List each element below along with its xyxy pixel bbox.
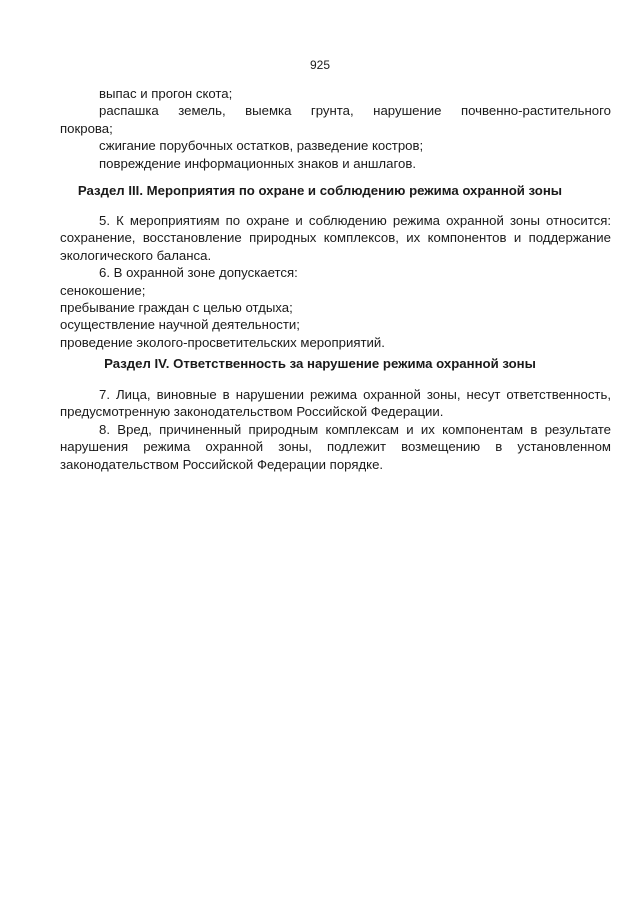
section-3-heading: Раздел III. Мероприятия по охране и соблюдению режима охранной зоны [77, 183, 563, 198]
list-item: пребывание граждан с целью отдыха; [60, 300, 293, 316]
list-item: проведение эколого-просветительских мероприятий. [60, 334, 385, 350]
prohibited-activities-list [60, 85, 611, 172]
section-3-body [60, 212, 611, 351]
section-4-heading: Раздел IV. Ответственность за нарушение режима охранной зоны [104, 356, 536, 371]
list-item: сжигание порубочных остатков, разведение костров; [99, 138, 424, 154]
list-item: сенокошение; [60, 282, 146, 298]
paragraph-6: 6. В охранной зоне допускается: [99, 265, 298, 281]
list-item-continuation: покрова; [60, 120, 113, 136]
paragraph-5: 5. К мероприятиям по охране и соблюдению режима охранной зоны относится: сохранение, восстановление природных комплексов, их компонентов и поддержание экологического баланса. [60, 213, 611, 263]
list-item: выпас и прогон скота; [99, 86, 233, 101]
page-number: 925 [309, 58, 331, 72]
list-item: распашка земель, выемка грунта, нарушение почвенно-растительного [99, 103, 611, 119]
paragraph-8: 8. Вред, причиненный природным комплексам и их компонентам в результате нарушения режима охранной зоны, подлежит возмещению в установленном законодательством Российской Федерации порядке. [60, 421, 611, 472]
list-item: повреждение информационных знаков и аншлагов. [99, 155, 416, 171]
paragraph-7: 7. Лица, виновные в нарушении режима охранной зоны, несут ответственность, предусмотренную законодательством Российской Федерации. [60, 387, 611, 420]
list-item: осуществление научной деятельности; [60, 317, 300, 333]
section-4-body [60, 386, 611, 473]
